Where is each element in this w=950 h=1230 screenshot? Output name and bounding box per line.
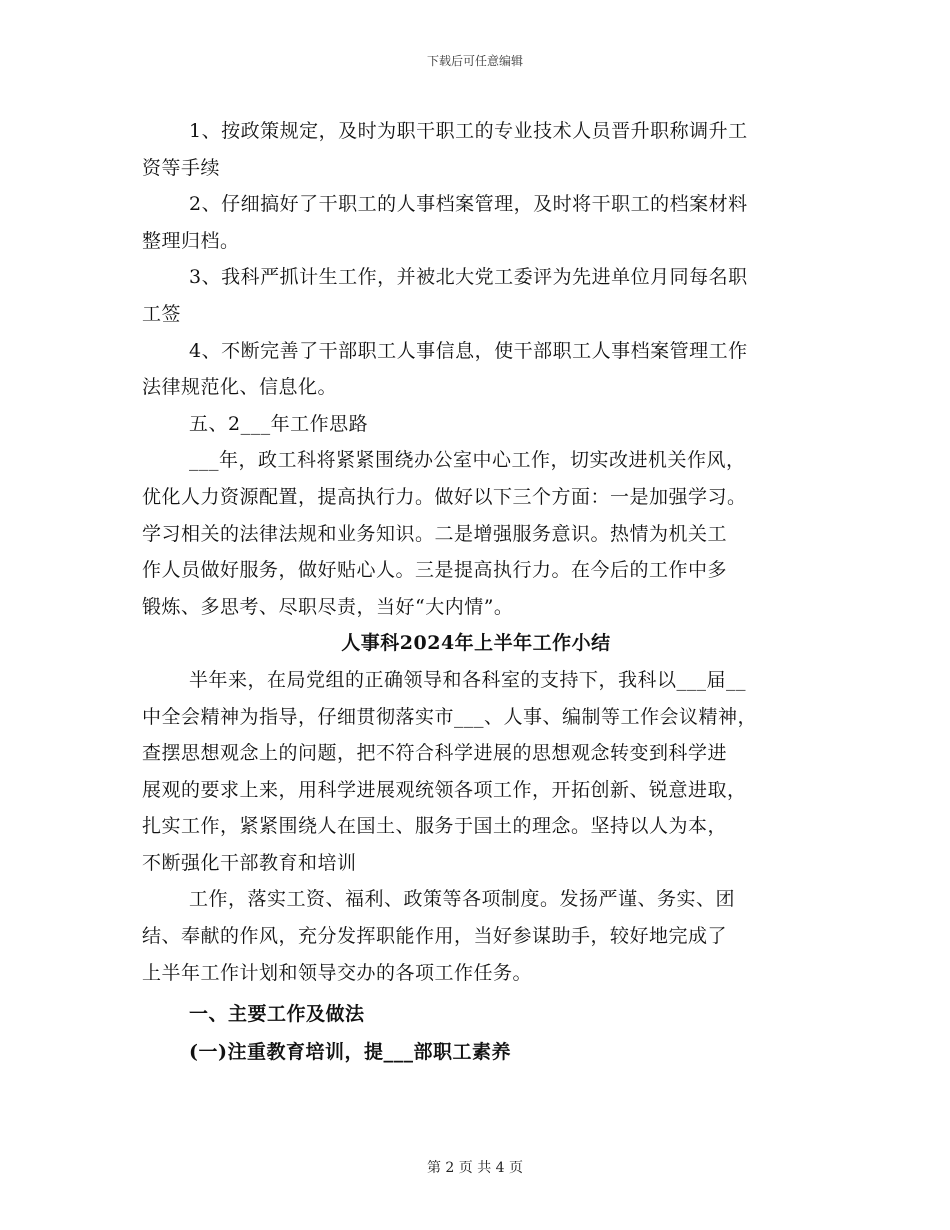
paragraph-line: 优化人力资源配置，提高执行力。做好以下三个方面：一是加强学习。 <box>142 485 747 508</box>
paragraph-line: 展观的要求上来，用科学进展观统领各项工作，开拓创新、锐意进取， <box>142 778 747 801</box>
paragraph-line: 锻炼、多思考、尽职尽责，当好“大内情”。 <box>142 595 514 618</box>
paragraph-line: 结、奉献的作风，充分发挥职能作用，当好参谋助手，较好地完成了 <box>142 925 728 948</box>
paragraph-line: ___年，政工科将紧紧围绕办公室中心工作，切实改进机关作风， <box>189 449 746 472</box>
document-title: 人事科2024年上半年工作小结 <box>341 632 611 655</box>
paragraph-line: 法律规范化、信息化。 <box>142 376 338 399</box>
paragraph-line: 不断强化干部教育和培训 <box>142 851 357 874</box>
paragraph-line: 3、我科严抓计生工作，并被北大党工委评为先进单位月同每名职 <box>189 266 748 289</box>
page-header: 下载后可任意编辑 <box>426 54 523 68</box>
paragraph-line: 1、按政策规定，及时为职干职工的专业技术人员晋升职称调升工 <box>189 120 748 142</box>
paragraph-line: 4、不断完善了干部职工人事信息，使干部职工人事档案管理工作 <box>189 339 748 362</box>
paragraph-line: 中全会精神为指导，仔细贯彻落实市___、人事、编制等工作会议精神， <box>142 705 758 728</box>
section-heading: 一、主要工作及做法 <box>189 1003 365 1026</box>
page-footer: 第 2 页 共 4 页 <box>426 1160 524 1176</box>
subsection-heading: (一)注重教育培训，提___部职工素养 <box>189 1041 511 1064</box>
paragraph-line: 查摆思想观念上的问题，把不符合科学进展的思想观念转变到科学进 <box>142 742 728 765</box>
document-body <box>142 113 810 1071</box>
paragraph-line: 作人员做好服务，做好贴心人。三是提高执行力。在今后的工作中多 <box>142 559 728 582</box>
paragraph-line: 学习相关的法律法规和业务知识。二是增强服务意识。热情为机关工 <box>142 522 728 545</box>
paragraph-line: 整理归档。 <box>142 229 240 252</box>
paragraph-line: 上半年工作计划和领导交办的各项工作任务。 <box>142 961 533 984</box>
paragraph-line: 半年来，在局党组的正确领导和各科室的支持下，我科以___届__ <box>189 668 747 691</box>
paragraph-line: 资等手续 <box>142 156 221 179</box>
paragraph-line: 扎实工作，紧紧围绕人在国土、服务于国土的理念。坚持以人为本， <box>142 815 728 838</box>
paragraph-line: 工作，落实工资、福利、政策等各项制度。发扬严谨、务实、团 <box>189 888 736 911</box>
paragraph-line: 工签 <box>142 302 182 325</box>
section-heading: 五、2___年工作思路 <box>189 412 369 435</box>
paragraph-line: 2、仔细搞好了干职工的人事档案管理，及时将干职工的档案材料 <box>189 193 748 216</box>
